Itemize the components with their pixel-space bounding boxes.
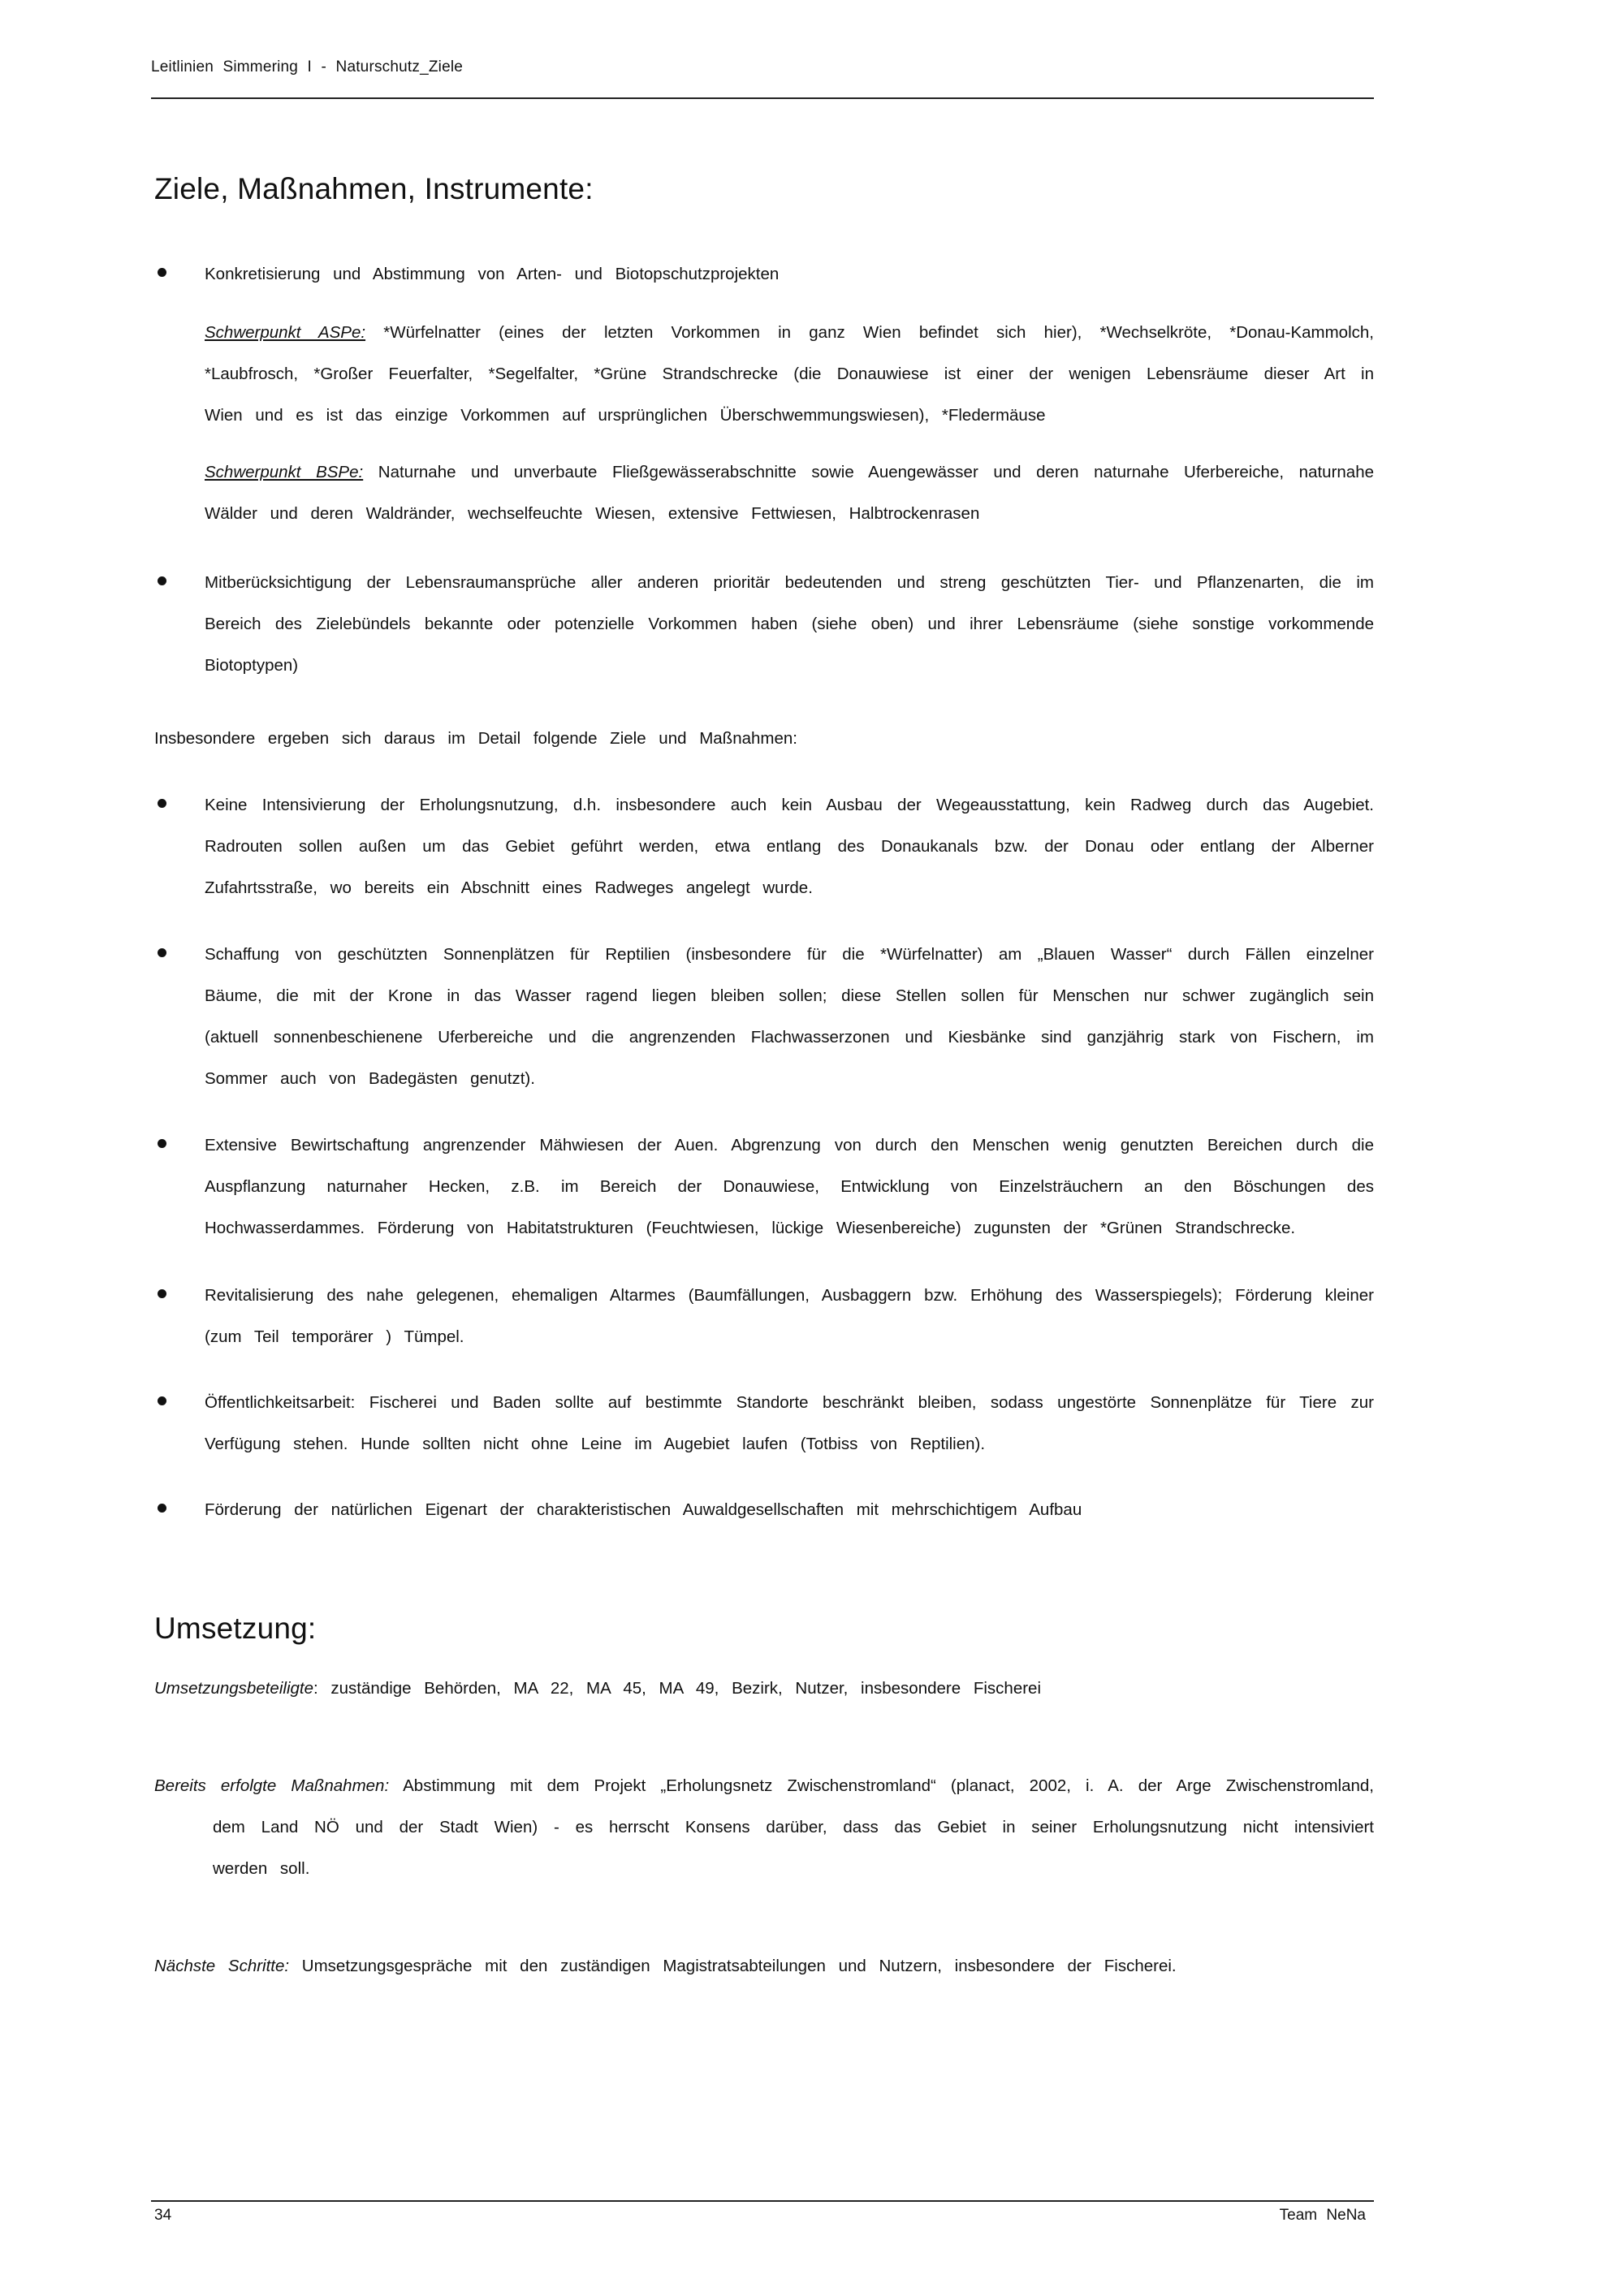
bullet-icon — [158, 1289, 166, 1298]
measure-item: Revitalisierung des nahe gelegenen, ehemaligen Altarmes (Baumfällungen, Ausbaggern bzw. Erhöhung des Wasserspiegels); Förderung kleiner (zum Teil temporärer ) Tümpel. — [205, 1286, 1374, 1346]
naechste-text: Umsetzungsgespräche mit den zuständigen Magistratsabteilungen und Nutzern, insbesondere der Fischerei. — [289, 1957, 1177, 1975]
bullet-icon — [158, 1139, 166, 1148]
footer-divider — [151, 2200, 1374, 2202]
bullet-icon — [158, 1396, 166, 1405]
header-divider — [151, 97, 1374, 99]
section-heading-ziele: Ziele, Maßnahmen, Instrumente: — [154, 172, 594, 205]
schwerpunkt-bspe-paragraph — [205, 451, 1374, 534]
bullet-icon — [158, 576, 166, 585]
measure-item: Öffentlichkeitsarbeit: Fischerei und Baden sollte auf bestimmte Standorte beschränkt bleiben, sodass ungestörte Sonnenplätze für Tiere zur Verfügung stehen. Hunde sollten nicht ohne Leine im Augebiet laufen (Totbiss von Reptilien). — [205, 1393, 1374, 1453]
bspe-text: Naturnahe und unverbaute Fließgewässerabschnitte sowie Auengewässer und deren naturnahe Uferbereiche, naturnahe Wälder und deren Waldränder, wechselfeuchte Wiesen, extensive Fettwiesen, Halbtrockenrasen — [205, 463, 1374, 523]
measures-intro: Insbesondere ergeben sich daraus im Detail folgende Ziele und Maßnahmen: — [154, 729, 797, 748]
bullet-icon — [158, 948, 166, 957]
aspe-text: *Würfelnatter (eines der letzten Vorkommen in ganz Wien befindet sich hier), *Wechselkröte, *Donau-Kammolch, *Laubfrosch, *Großer Feuerfalter, *Segelfalter, *Grüne Strandschrecke (die Donauwiese ist einer der wenigen Lebensräume dieser Art in Wien und es ist das einzige Vorkommen auf ursprünglichen Überschwemmungswiesen), *Fledermäuse — [205, 323, 1374, 425]
bullet-text-biotopschutz: Konkretisierung und Abstimmung von Arten- und Biotopschutzprojekten — [205, 265, 780, 283]
aspe-label: Schwerpunkt ASPe: — [205, 323, 366, 342]
naechste-schritte-line — [154, 1945, 1374, 1987]
measure-item: Keine Intensivierung der Erholungsnutzung, d.h. insbesondere auch kein Ausbau der Wegeausstattung, kein Radweg durch das Augebiet. Radrouten sollen außen um das Gebiet geführt werden, etwa entlang des Donaukanals bzw. der Donau oder entlang der Alberner Zufahrtsstraße, wo bereits ein Abschnitt eines Radweges angelegt wurde. — [205, 796, 1374, 897]
beteiligte-text: : zuständige Behörden, MA 22, MA 45, MA 49, Bezirk, Nutzer, insbesondere Fischerei — [313, 1679, 1041, 1698]
measure-item: Schaffung von geschützten Sonnenplätzen für Reptilien (insbesondere für die *Würfelnatter) am „Blauen Wasser“ durch Fällen einzelner Bäume, die mit der Krone in das Wasser ragend liegen bleiben sollen; diese Stellen sollen für Menschen nur schwer zugänglich sein (aktuell sonnenbeschienene Uferbereiche und die angrenzenden Flachwasserzonen und Kiesbänke sind ganzjährig stark von Fischern, im Sommer auch von Badegästen genutzt). — [205, 945, 1374, 1088]
erfolgte-label-spacer: Bereits erfolgte Maßnahmen: — [154, 1776, 390, 1795]
page-header: Leitlinien Simmering I - Naturschutz_Ziele — [151, 58, 464, 76]
bspe-label: Schwerpunkt BSPe: — [205, 463, 364, 481]
beteiligte-label: Umsetzungsbeteiligte — [154, 1679, 313, 1698]
umsetzungsbeteiligte-line — [154, 1668, 1374, 1709]
naechste-label: Nächste Schritte: — [154, 1957, 290, 1975]
schwerpunkt-aspe-paragraph — [205, 312, 1374, 436]
page-number: 34 — [154, 2207, 172, 2224]
erfolgte-paragraph — [154, 1765, 1374, 1889]
measure-item: Extensive Bewirtschaftung angrenzender Mähwiesen der Auen. Abgrenzung von durch den Menschen wenig genutzten Bereichen durch die Auspflanzung naturnaher Hecken, z.B. im Bereich der Donauwiese, Entwicklung von Einzelsträuchern an den Böschungen des Hochwasserdammes. Förderung von Habitatstrukturen (Feuchtwiesen, lückige Wiesenbereiche) zugunsten der *Grünen Strandschrecke. — [205, 1136, 1374, 1237]
bullet-icon — [158, 268, 166, 277]
bullet-icon — [158, 1504, 166, 1513]
bullet-text-lebensraum: Mitberücksichtigung der Lebensraumansprüche aller anderen prioritär bedeutenden und streng geschützten Tier- und Pflanzenarten, die im Bereich des Zielebündels bekannte oder potenzielle Vorkommen haben (siehe oben) und ihrer Lebensräume (siehe sonstige vorkommende Biotoptypen) — [205, 573, 1374, 675]
measure-item: Förderung der natürlichen Eigenart der charakteristischen Auwaldgesellschaften mit mehrschichtigem Aufbau — [205, 1500, 1082, 1519]
section-heading-umsetzung: Umsetzung: — [154, 1612, 317, 1645]
footer-team: Team NeNa — [1279, 2207, 1366, 2224]
erfolgte-text: Abstimmung mit dem Projekt „Erholungsnetz Zwischenstromland“ (planact, 2002, i. A. der Arge Zwischenstromland, dem Land NÖ und der Stadt Wien) - es herrscht Konsens darüber, dass das Gebiet in seiner Erholungsnutzung nicht intensiviert werden soll. — [213, 1776, 1374, 1878]
bullet-icon — [158, 799, 166, 808]
